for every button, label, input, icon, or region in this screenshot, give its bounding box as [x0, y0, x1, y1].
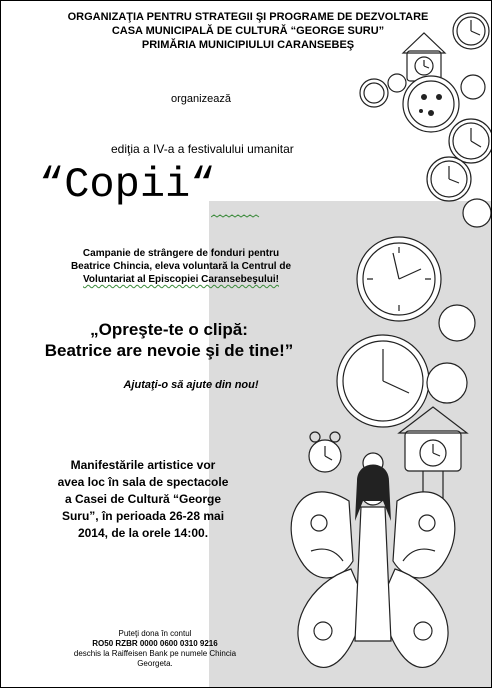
organizeaza-text: organizează	[171, 93, 231, 105]
header-line-1: ORGANIZAŢIA PENTRU STRATEGII ŞI PROGRAME DE DEZVOLTARE	[67, 11, 429, 23]
slogan-line-1: „Opreşte-te o clipă:	[90, 320, 248, 339]
clock-large-top	[403, 76, 459, 132]
donation-iban: RO50 RZBR 0000 0600 0310 9216	[92, 639, 218, 648]
events-line-3: a Casei de Cultură “George	[64, 492, 222, 506]
slogan-line-2: Beatrice are nevoie şi de tine!”	[44, 341, 294, 360]
ajutati-text: Ajutaţi-o să ajute din nou!	[123, 379, 259, 391]
events-line-4: Suru”, în perioada 26-28 mai	[61, 509, 225, 523]
donation-line-1: Puteţi dona în contul	[118, 629, 192, 638]
events-text	[25, 457, 261, 542]
clock-rhombus	[357, 237, 441, 321]
campaign-line-1: Campanie de strângere de fonduri pentru	[82, 248, 280, 259]
festival-title: “Copii“	[39, 161, 216, 209]
clocks-butterfly-illustration	[281, 1, 492, 688]
header-line-2: CASA MUNICIPALĂ DE CULTURĂ “GEORGE SURU”	[111, 25, 385, 37]
events-line-1: Manifestările artistice vor	[70, 458, 216, 472]
spellcheck-squiggle	[211, 214, 261, 219]
clock-bubbles-left	[360, 74, 406, 107]
cuckoo-clock-top	[403, 33, 445, 81]
donation-line-3: deschis la Raiffeisen Bank pe numele Chincia	[73, 649, 237, 658]
clock-top-right	[453, 13, 489, 49]
campaign-line-3: Voluntariat al Episcopiei Caransebeşului!	[83, 274, 279, 285]
donation-line-4: Georgeta.	[137, 659, 173, 668]
edition-text: ediţia a IV-a a festivalului umanitar	[111, 142, 294, 156]
events-line-2: avea loc în sala de spectacole	[57, 475, 229, 489]
header-line-3: PRIMĂRIA MUNICIPIULUI CARANSEBEŞ	[141, 39, 355, 51]
donation-text	[41, 629, 269, 669]
butterfly-girl	[291, 465, 455, 668]
events-line-5: 2014, de la orele 14:00.	[77, 526, 209, 540]
campaign-line-2: Beatrice Chincia, eleva voluntară la Centrul de	[70, 261, 292, 272]
clock-large-middle	[337, 305, 475, 427]
